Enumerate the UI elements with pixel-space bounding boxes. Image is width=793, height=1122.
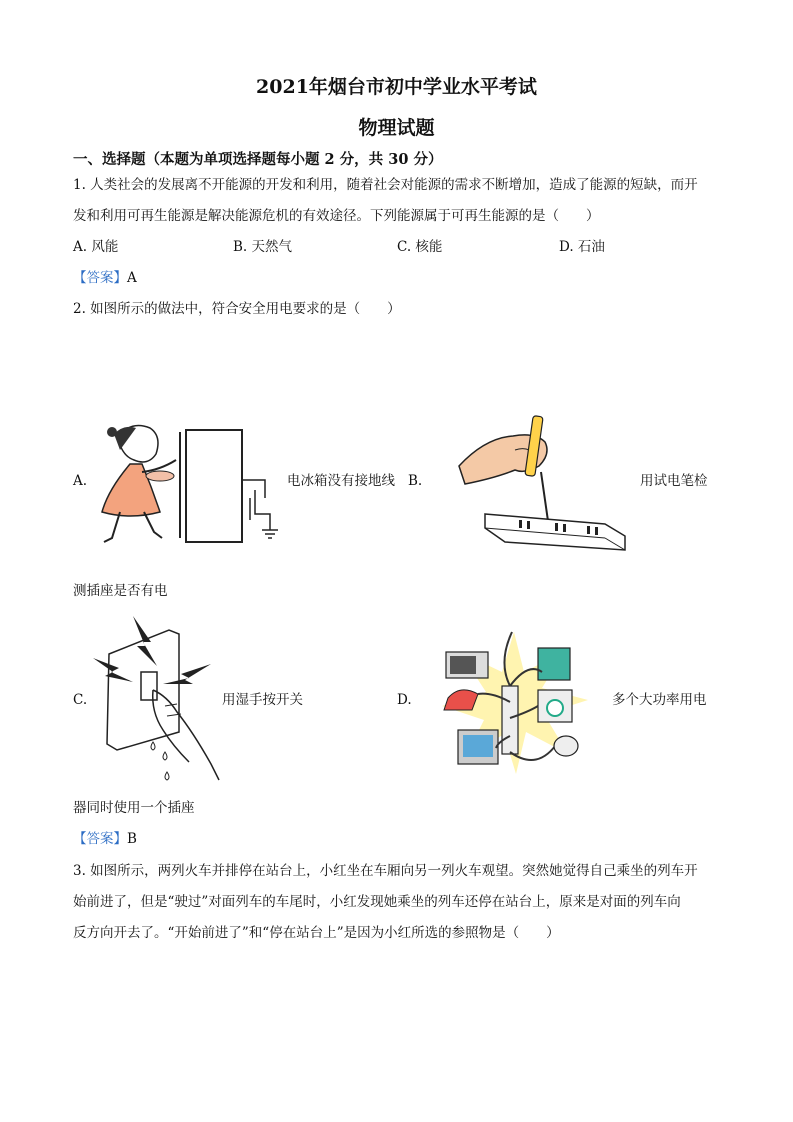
answer-value: A: [127, 270, 137, 286]
q2-option-c-letter: C.: [73, 692, 88, 708]
q3-stem-line2: 始前进了，但是“驶过”对面列车的车尾时，小红发现她乘坐的列车还停在站台上，原来是对面的列车向: [73, 894, 681, 910]
overloaded-socket-illustration: [438, 622, 590, 780]
q1-option-c: C. 核能: [397, 239, 443, 255]
answer-tag: 【答案】: [73, 831, 127, 847]
answer-value: B: [127, 831, 137, 847]
exam-subtitle: 物理试题: [358, 117, 435, 139]
q3-stem-line1: 3. 如图所示，两列火车并排停在站台上，小红坐在车厢向另一列火车观望。突然她觉得自己乘坐的列车开: [73, 863, 698, 879]
exam-title: 2021年烟台市初中学业水平考试: [256, 76, 537, 98]
q2-option-a-text: 电冰箱没有接地线: [287, 473, 395, 489]
q2-option-d-letter: D.: [397, 692, 412, 708]
q2-option-d-cont: 器同时使用一个插座: [73, 800, 195, 816]
q2-option-c-text: 用湿手按开关: [222, 692, 303, 708]
q2-stem: 2. 如图所示的做法中，符合安全用电要求的是（ ）: [73, 301, 401, 317]
q1-answer: [73, 268, 137, 288]
wet-hand-switch-illustration: [93, 612, 221, 784]
answer-tag: 【答案】: [73, 270, 127, 286]
girl-fridge-illustration: [100, 420, 285, 548]
q1-stem-line1: 1. 人类社会的发展离不开能源的开发和利用，随着社会对能源的需求不断增加，造成了能源的短缺，而开: [73, 177, 698, 193]
q2-option-b-cont: 测插座是否有电: [73, 583, 168, 599]
q2-option-b-text: 用试电笔检: [640, 473, 708, 489]
q1-option-b: B. 天然气: [233, 239, 293, 255]
q1-option-d: D. 石油: [559, 239, 605, 255]
q2-answer: [73, 829, 137, 849]
q3-stem-line3: 反方向开去了。“开始前进了”和“停在站台上”是因为小红所选的参照物是（ ）: [73, 925, 560, 941]
section-heading: 一、选择题（本题为单项选择题每小题 2 分，共 30 分）: [73, 151, 443, 168]
test-pen-illustration: [455, 410, 630, 562]
q1-option-a: A. 风能: [73, 239, 119, 255]
q2-option-a-letter: A.: [73, 473, 88, 489]
q2-option-b-letter: B.: [408, 473, 423, 489]
q2-option-d-text: 多个大功率用电: [612, 692, 707, 708]
q1-stem-line2: 发和利用可再生能源是解决能源危机的有效途径。下列能源属于可再生能源的是（ ）: [73, 208, 600, 224]
